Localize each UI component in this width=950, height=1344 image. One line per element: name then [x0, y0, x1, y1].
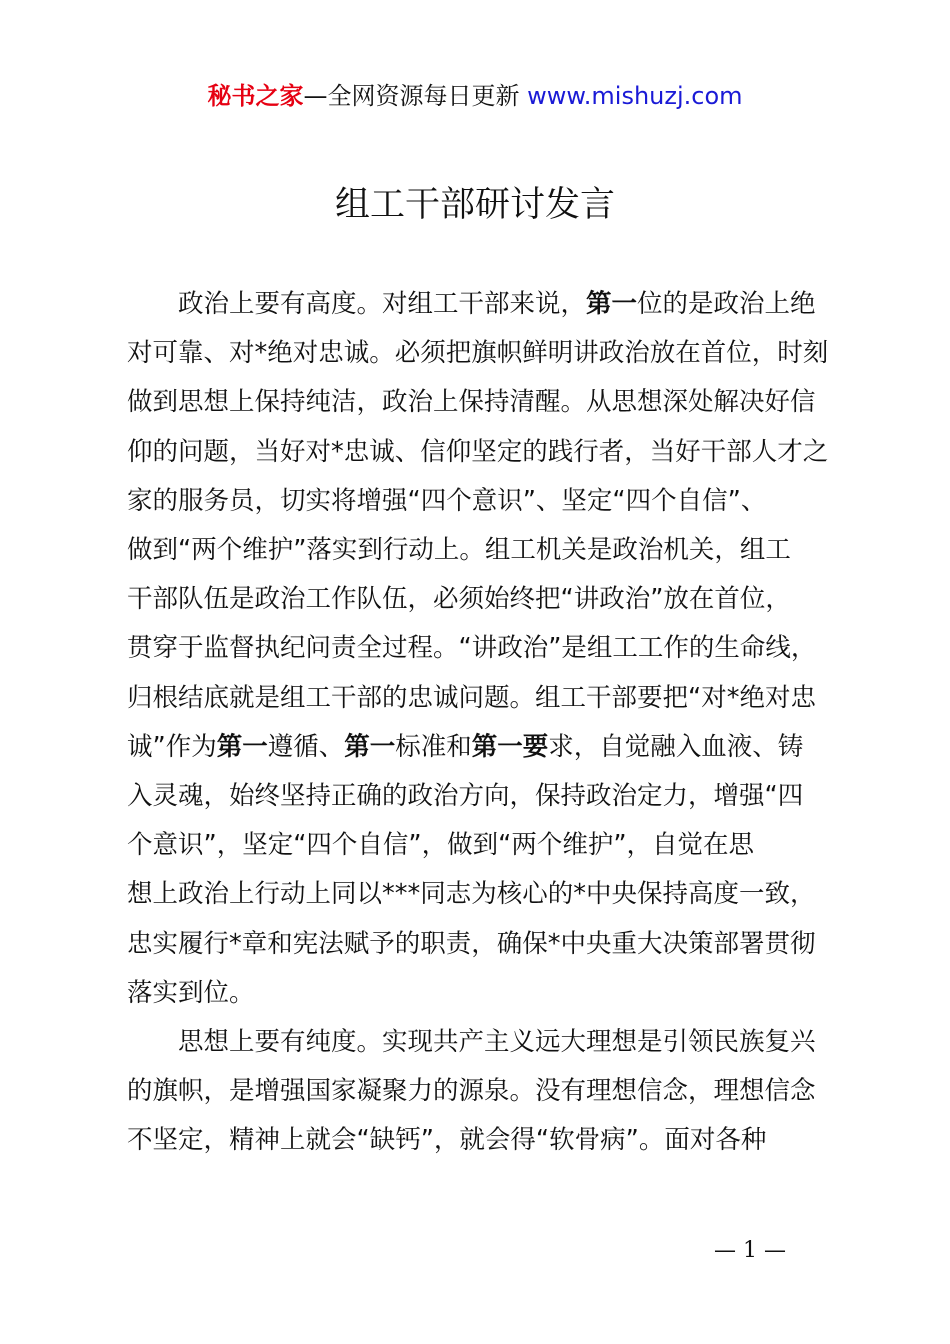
text-line: 个意识”，坚定“四个自信”，做到“两个维护”，自觉在思: [127, 830, 755, 861]
header-tagline: 全网资源每日更新: [327, 82, 520, 110]
paragraph-ideological-purity: [127, 1018, 837, 1166]
text-line: 的旗帜，是增强国家凝聚力的源泉。没有理想信念，理想信念: [127, 1076, 816, 1107]
text-line: 干部队伍是政治工作队伍，必须始终把“讲政治”放在首位，: [127, 584, 791, 615]
text-line: 入灵魂，始终坚持正确的政治方向，保持政治定力，增强“四: [127, 781, 804, 812]
site-url-link[interactable]: www.mishuzj.com: [527, 82, 743, 110]
site-header: [0, 80, 950, 112]
site-brand: 秘书之家: [207, 82, 304, 110]
text-line: 贯穿于监督执纪问责全过程。“讲政治”是组工工作的生命线，: [127, 633, 817, 664]
text-line: 思想上要有纯度。实现共产主义远大理想是引领民族复兴: [178, 1027, 816, 1058]
text-run: 求，自觉融入血液、铸: [548, 731, 804, 762]
bold-text-run: 第一: [344, 731, 396, 762]
text-line: 想上政治上行动上同以***同志为核心的*中央保持高度一致，: [127, 879, 816, 910]
text-line: 忠实履行*章和宪法赋予的职责，确保*中央重大决策部署贯彻: [127, 928, 816, 959]
text-line: [127, 280, 837, 329]
page-number: — 1 —: [714, 1238, 786, 1263]
text-line: 落实到位。: [127, 977, 255, 1008]
text-line: 不坚定，精神上就会“缺钙”，就会得“软骨病”。面对各种: [127, 1125, 767, 1156]
text-line: 对可靠、对*绝对忠诚。必须把旗帜鲜明讲政治放在首位，时刻: [127, 338, 829, 369]
text-line: [127, 723, 837, 772]
text-line: 做到“两个维护”落实到行动上。组工机关是政治机关，组工: [127, 535, 791, 566]
paragraph-political-height: [127, 280, 837, 1018]
bold-text-run: 第一要: [471, 731, 549, 762]
text-line: 家的服务员，切实将增强“四个意识”、坚定“四个自信”、: [127, 485, 767, 516]
text-run: 政治上要有高度。对组工干部来说，: [178, 289, 587, 319]
text-run: 标准和: [395, 731, 472, 762]
text-line: 归根结底就是组工干部的忠诚问题。组工干部要把“对*绝对忠: [127, 682, 816, 713]
document-title: 组工干部研讨发言: [334, 185, 615, 225]
text-run: 位的是政治上绝: [637, 289, 816, 319]
text-run: 诚”作为: [127, 731, 217, 762]
bold-text-run: 第一: [586, 289, 638, 319]
text-line: 做到思想上保持纯洁，政治上保持清醒。从思想深处解决好信: [127, 387, 816, 418]
document-body: [127, 280, 837, 1166]
text-run: 遵循、: [267, 731, 345, 762]
text-line: 仰的问题，当好对*忠诚、信仰坚定的践行者，当好干部人才之: [127, 436, 829, 467]
bold-text-run: 第一: [216, 731, 268, 762]
header-separator: —: [303, 82, 328, 110]
